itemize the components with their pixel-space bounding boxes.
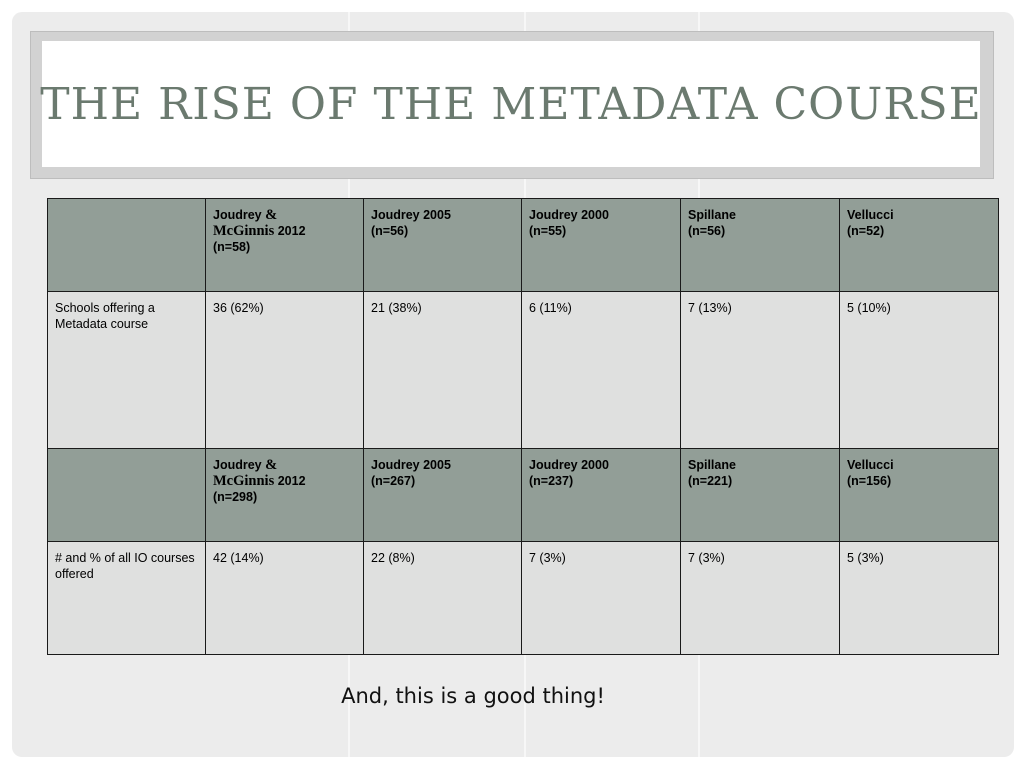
header-sample-size: (n=52) <box>847 224 885 238</box>
header-cell <box>681 449 840 542</box>
table-cell: 7 (3%) <box>522 542 681 655</box>
header-year-text: 2012 <box>274 224 306 238</box>
table-header-row <box>48 449 999 542</box>
header-cell <box>522 199 681 292</box>
header-cell-empty <box>48 449 206 542</box>
header-author-text: McGinnis <box>213 223 275 239</box>
header-cell <box>681 199 840 292</box>
header-sample-size: (n=298) <box>213 490 258 504</box>
row-label: # and % of all IO courses offered <box>48 542 206 655</box>
header-cell <box>364 449 522 542</box>
title-box <box>42 41 980 167</box>
table-cell: 21 (38%) <box>364 292 522 449</box>
table-cell: 5 (3%) <box>840 542 999 655</box>
header-ampersand: & <box>265 457 278 473</box>
header-author-text: Joudrey <box>213 208 266 222</box>
slide-title: THE RISE OF THE METADATA COURSE <box>40 78 982 130</box>
header-sample-size: (n=267) <box>371 474 416 488</box>
header-author-text: Spillane <box>688 208 736 222</box>
header-sample-size: (n=56) <box>688 224 726 238</box>
comparison-table <box>47 198 999 655</box>
header-year-text: 2012 <box>274 474 306 488</box>
table-cell: 6 (11%) <box>522 292 681 449</box>
table-row <box>48 542 999 655</box>
header-sample-size: (n=55) <box>529 224 567 238</box>
header-cell <box>206 449 364 542</box>
table-header-row <box>48 199 999 292</box>
header-sample-size: (n=58) <box>213 240 251 254</box>
header-cell <box>840 199 999 292</box>
title-frame <box>30 31 994 179</box>
header-cell <box>522 449 681 542</box>
header-sample-size: (n=237) <box>529 474 574 488</box>
table-cell: 7 (3%) <box>681 542 840 655</box>
table-cell: 5 (10%) <box>840 292 999 449</box>
table-cell: 22 (8%) <box>364 542 522 655</box>
header-author-text: McGinnis <box>213 473 275 489</box>
header-cell-empty <box>48 199 206 292</box>
header-sample-size: (n=221) <box>688 474 733 488</box>
table-cell: 7 (13%) <box>681 292 840 449</box>
table-cell: 42 (14%) <box>206 542 364 655</box>
header-author-text: Joudrey 2005 <box>371 208 451 222</box>
header-author-text: Joudrey <box>213 458 266 472</box>
slide-caption: And, this is a good thing! <box>341 684 605 708</box>
table-cell: 36 (62%) <box>206 292 364 449</box>
header-cell <box>206 199 364 292</box>
header-sample-size: (n=156) <box>847 474 892 488</box>
header-cell <box>364 199 522 292</box>
header-author-text: Vellucci <box>847 458 894 472</box>
header-author-text: Joudrey 2005 <box>371 458 451 472</box>
header-sample-size: (n=56) <box>371 224 409 238</box>
header-ampersand: & <box>265 207 278 223</box>
slide <box>12 12 1014 757</box>
row-label: Schools offering a Metadata course <box>48 292 206 449</box>
header-author-text: Vellucci <box>847 208 894 222</box>
header-author-text: Joudrey 2000 <box>529 458 609 472</box>
header-author-text: Spillane <box>688 458 736 472</box>
header-cell <box>840 449 999 542</box>
header-author-text: Joudrey 2000 <box>529 208 609 222</box>
table-row <box>48 292 999 449</box>
